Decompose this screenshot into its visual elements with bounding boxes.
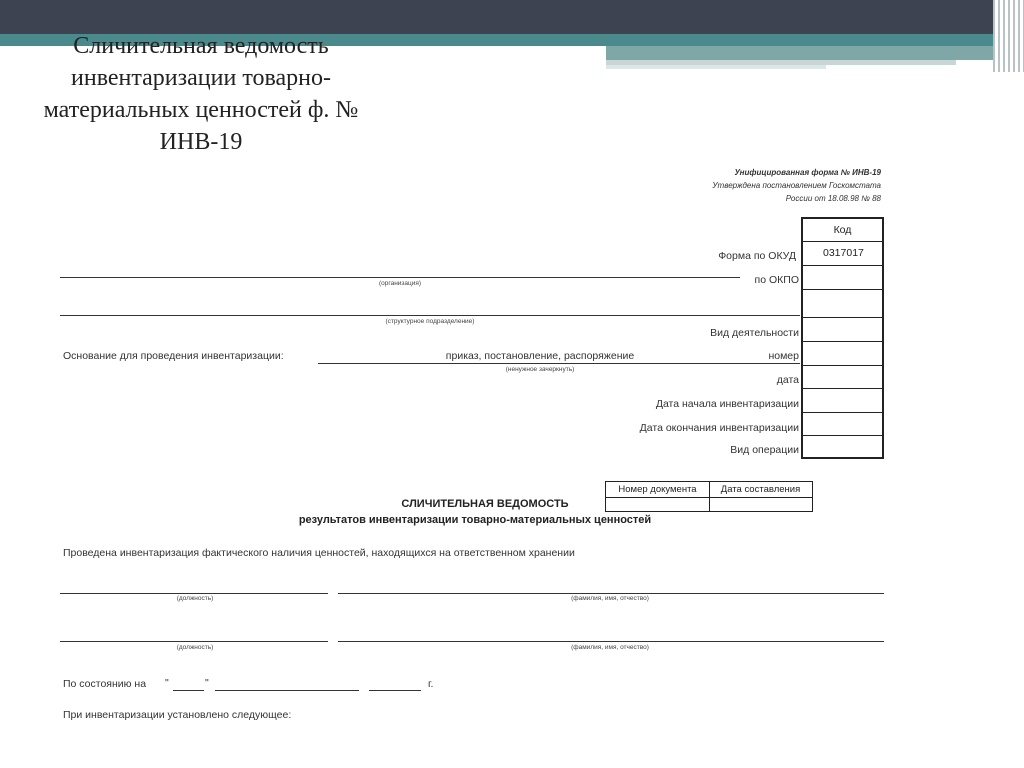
number-label: номер — [768, 350, 799, 362]
name-caption-2: (фамилия, имя, отчество) — [571, 644, 649, 651]
form-header-line1: Унифицированная форма № ИНВ-19 — [734, 168, 881, 177]
organization-caption: (организация) — [378, 280, 422, 287]
basis-label: Основание для проведения инвентаризации: — [63, 350, 284, 362]
code-cell-divider — [803, 388, 882, 389]
quote-open: " — [165, 677, 169, 689]
structural-unit-caption: (структурное подразделение) — [385, 318, 475, 325]
organization-field[interactable] — [60, 277, 740, 278]
year-field[interactable] — [369, 690, 421, 691]
basis-field[interactable] — [318, 363, 800, 364]
okpo-label: по ОКПО — [754, 274, 799, 286]
year-suffix: г. — [428, 678, 434, 690]
position-caption-2: (должность) — [176, 644, 214, 651]
code-cell-divider — [803, 317, 882, 318]
basis-value: приказ, постановление, распоряжение — [445, 350, 635, 362]
form-header-line3: России от 18.08.98 № 88 — [785, 194, 881, 203]
name-field-1[interactable] — [338, 593, 884, 594]
code-cell-divider — [803, 365, 882, 366]
code-header: Код — [833, 224, 852, 236]
month-field[interactable] — [215, 690, 359, 691]
date-label: дата — [776, 374, 799, 386]
day-field[interactable] — [173, 690, 204, 691]
okud-code-value: 0317017 — [823, 247, 864, 259]
slide-title: Сличительная ведомость инвентаризации товарно-материальных ценностей ф. № ИНВ-19 — [43, 33, 359, 155]
structural-unit-field[interactable] — [60, 315, 800, 316]
document-title: СЛИЧИТЕЛЬНАЯ ВЕДОМОСТЬ — [401, 498, 569, 510]
conducted-text: Проведена инвентаризация фактического наличия ценностей, находящихся на ответственном хранении — [63, 547, 575, 559]
start-date-label: Дата начала инвентаризации — [655, 398, 799, 410]
name-field-2[interactable] — [338, 641, 884, 642]
code-cell-divider — [803, 289, 882, 290]
header-bar-teal-secondary — [606, 46, 1024, 60]
quote-close: " — [205, 677, 209, 689]
document-date-field[interactable] — [710, 498, 812, 511]
code-cell-divider — [803, 265, 882, 266]
header-stripes — [993, 0, 1024, 72]
document-number-header: Номер документа — [618, 484, 697, 495]
code-cell-divider — [803, 412, 882, 413]
header-bar-light-secondary — [606, 65, 826, 69]
form-header-line2: Утверждена постановлением Госкомстата — [712, 181, 881, 190]
established-text: При инвентаризации установлено следующее: — [63, 709, 292, 721]
basis-caption: (ненужное зачеркнуть) — [505, 366, 575, 373]
header-bar-dark — [0, 0, 1024, 34]
activity-label: Вид деятельности — [710, 327, 799, 339]
name-caption-1: (фамилия, имя, отчество) — [571, 595, 649, 602]
document-date-header: Дата составления — [720, 484, 801, 495]
document-subtitle: результатов инвентаризации товарно-материальных ценностей — [298, 514, 652, 526]
code-cell-divider — [803, 341, 882, 342]
position-field-2[interactable] — [60, 641, 328, 642]
code-box — [801, 217, 884, 459]
code-cell-divider — [803, 435, 882, 436]
okud-label: Форма по ОКУД — [718, 250, 796, 262]
code-cell-divider — [803, 241, 882, 242]
operation-label: Вид операции — [730, 444, 799, 456]
position-caption-1: (должность) — [176, 595, 214, 602]
as-of-label: По состоянию на — [63, 678, 147, 690]
position-field-1[interactable] — [60, 593, 328, 594]
end-date-label: Дата окончания инвентаризации — [639, 422, 799, 434]
